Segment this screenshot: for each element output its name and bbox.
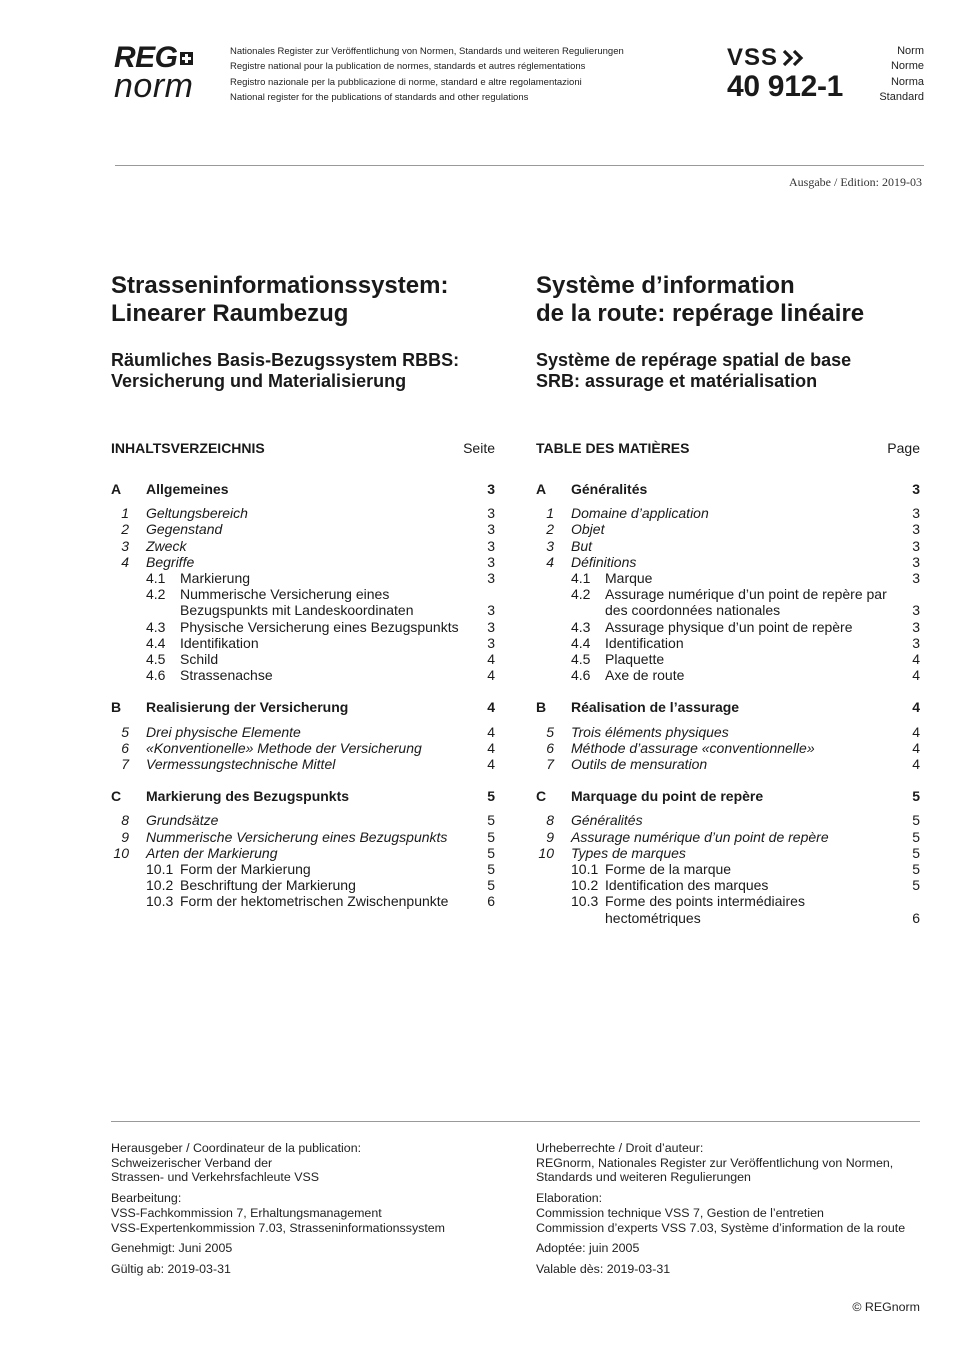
footer-credits-fr: [536, 1141, 936, 1283]
toc-entry-title: Drei physische Elemente: [146, 723, 301, 740]
section-spacer: [536, 497, 920, 505]
toc-page-number: 3: [912, 481, 920, 497]
kind-label-de: Norm: [897, 45, 924, 57]
toc-page-label-fr: Page: [887, 440, 920, 456]
toc-subsection-row: [111, 651, 495, 667]
toc-entry-title: Strassenachse: [180, 667, 273, 684]
toc-page-number: 4: [487, 723, 495, 740]
toc-entry-number: 4.3: [146, 618, 166, 635]
footer-block: [536, 1141, 936, 1185]
toc-entry-number: 10.3: [571, 893, 599, 910]
toc-entry-title: Arten der Markierung: [146, 844, 278, 861]
toc-entry-title: Nummerische Versicherung eines Bezugspunkts: [146, 828, 448, 845]
logo-norm-text: norm: [114, 67, 194, 105]
toc-entry-number: 4.1: [571, 570, 591, 587]
toc-page-number: 4: [487, 756, 495, 773]
register-description: [230, 44, 624, 105]
toc-section-letter: B: [536, 699, 547, 716]
footer-line: Schweizerischer Verband der: [111, 1155, 273, 1170]
toc-chapter-row: [536, 740, 920, 756]
toc-page-number: 5: [487, 788, 495, 805]
vss-arrow-icon: [781, 47, 807, 69]
toc-page-number: 3: [487, 634, 495, 651]
footer-line: Bearbeitung:: [111, 1191, 182, 1206]
toc-page-number: 5: [487, 844, 495, 861]
toc-entry-number: 4.2: [571, 586, 591, 603]
toc-chapter-row: [536, 505, 920, 521]
toc-page-number: 4: [912, 651, 920, 668]
toc-page-number: 3: [487, 553, 495, 570]
toc-subsection-row: [111, 570, 495, 586]
toc-page-number: 5: [912, 788, 920, 805]
toc-page-number: 5: [912, 861, 920, 878]
toc-entry-title: Begriffe: [146, 553, 195, 570]
toc-entry-number: 10.1: [146, 861, 174, 878]
toc-entry-title: Trois éléments physiques: [571, 723, 729, 740]
vss-logo-text: VSS: [727, 44, 779, 71]
toc-page-number: 3: [487, 481, 495, 497]
toc-subsection-row: [111, 635, 495, 651]
edition-date: Ausgabe / Edition: 2019-03: [789, 175, 922, 189]
toc-header-de: [111, 440, 495, 456]
toc-page-label-de: Seite: [463, 440, 495, 456]
toc-page-number: 3: [912, 570, 920, 587]
toc-section-title: Realisierung der Versicherung: [146, 699, 349, 716]
section-spacer: [111, 683, 495, 699]
toc-entry-number: 10.2: [571, 877, 599, 894]
toc-subsection-row: [536, 619, 920, 635]
toc-entry-title: Marque: [605, 570, 653, 587]
toc-page-number: 3: [487, 521, 495, 538]
footer-block: [111, 1191, 511, 1235]
toc-header-fr: [536, 440, 920, 456]
kind-label-en: Standard: [879, 90, 924, 103]
toc-entry-title: Définitions: [571, 553, 637, 570]
toc-entry-number: 6: [546, 739, 554, 756]
toc-page-number: 5: [912, 828, 920, 845]
section-spacer: [111, 804, 495, 812]
toc-entry-title: Outils de mensuration: [571, 756, 708, 773]
toc-entry-title: Assurage numérique d’un point de repère: [571, 828, 829, 845]
toc-entry-number: 8: [546, 812, 554, 829]
toc-chapter-row: [111, 505, 495, 521]
toc-entry-number: 10.2: [146, 877, 174, 894]
toc-entry-title: Identification des marques: [605, 877, 769, 894]
toc-entry-title: Vermessungstechnische Mittel: [146, 756, 336, 773]
toc-entry-number: 10.1: [571, 861, 599, 878]
toc-entry-title: Markierung: [180, 570, 251, 587]
footer-line: Adoptée: juin 2005: [536, 1241, 640, 1256]
toc-page-number: 4: [912, 699, 920, 716]
footer-block: [536, 1262, 936, 1277]
toc-entry-title: Domaine d’application: [571, 505, 709, 522]
toc-entry-number: 2: [121, 521, 129, 538]
toc-section-title: Réalisation de l’assurage: [571, 699, 740, 716]
toc-page-number: 3: [487, 602, 495, 619]
toc-page-number: 5: [487, 877, 495, 894]
toc-entry-number: 4.4: [146, 634, 166, 651]
toc-page-number: 4: [487, 739, 495, 756]
toc-chapter-row: [536, 554, 920, 570]
toc-chapter-row: [111, 521, 495, 537]
toc-entry-number: 4.5: [571, 651, 591, 668]
toc-entry-number: 4: [546, 553, 554, 570]
toc-section-title: Marquage du point de repère: [571, 788, 764, 805]
toc-entry-title: Beschriftung der Markierung: [180, 877, 356, 894]
toc-entry-title: Schild: [180, 651, 219, 668]
toc-entry-title: Identification: [605, 634, 684, 651]
footer-block: [536, 1241, 936, 1256]
footer-block: [536, 1191, 936, 1235]
toc-entry-title: Geltungsbereich: [146, 505, 248, 522]
footer-line: VSS-Fachkommission 7, Erhaltungsmanagement: [111, 1205, 382, 1220]
toc-entry-number: 6: [121, 739, 129, 756]
swiss-cross-icon: [180, 52, 193, 65]
title-fr: Système d’information de la route: repérage linéaire: [536, 272, 865, 327]
toc-subsection-row: [536, 861, 920, 877]
vss-standard-id: [727, 45, 843, 103]
toc-chapter-row: [111, 845, 495, 861]
toc-subsection-row: [111, 877, 495, 893]
toc-entry-title: But: [571, 537, 593, 554]
toc-section-title: Markierung des Bezugspunkts: [146, 788, 350, 805]
footer-line: Strassen- und Verkehrsfachleute VSS: [111, 1170, 320, 1185]
toc-section-letter: A: [536, 481, 547, 497]
toc-subsection-row: [111, 861, 495, 877]
toc-subsection-row: [111, 667, 495, 683]
regnorm-logo: [114, 41, 214, 105]
toc-entry-number: 7: [546, 756, 554, 773]
toc-page-number: 5: [912, 812, 920, 829]
toc-subsection-row: [536, 667, 920, 683]
toc-subsection-row: [536, 893, 920, 925]
toc-section-row: [111, 788, 495, 804]
section-spacer: [536, 683, 920, 699]
toc-entry-number: 7: [121, 756, 129, 773]
toc-entry-number: 4.1: [146, 570, 166, 587]
toc-page-number: 3: [912, 602, 920, 619]
footer-line: Elaboration:: [536, 1191, 603, 1206]
toc-chapter-row: [111, 756, 495, 772]
standard-number: 40 912-1: [727, 70, 844, 103]
toc-chapter-row: [536, 756, 920, 772]
toc-chapter-row: [536, 845, 920, 861]
toc-chapter-row: [111, 829, 495, 845]
kind-label-it: Norma: [890, 75, 924, 88]
title-de: Strasseninformationssystem: Linearer Raumbezug: [111, 272, 449, 327]
toc-page-number: 4: [487, 651, 495, 668]
register-line-de: Nationales Register zur Veröffentlichung von Normen, Standards und weiteren Regulierungen: [230, 46, 624, 57]
toc-page-number: 3: [912, 634, 920, 651]
toc-entry-number: 10.3: [146, 893, 174, 910]
footer-line: Standards und weiteren Regulierungen: [536, 1170, 751, 1185]
toc-entry-number: 9: [121, 828, 129, 845]
toc-section-row: [536, 788, 920, 804]
footer-line: Commission d’experts VSS 7.03, Système d’information de la route: [536, 1220, 906, 1235]
footer-line: Genehmigt: Juni 2005: [111, 1241, 233, 1256]
toc-section-title: Généralités: [571, 481, 648, 497]
toc-chapter-row: [536, 829, 920, 845]
toc-entry-number: 4.2: [146, 586, 166, 603]
toc-entry-number: 4.6: [571, 667, 591, 684]
toc-entry-number: 4: [121, 553, 129, 570]
toc-entry-number: 10: [113, 844, 129, 861]
toc-entry-title: Physische Versicherung eines Bezugspunkts: [180, 618, 459, 635]
toc-page-number: 3: [912, 553, 920, 570]
toc-section-letter: B: [111, 699, 122, 716]
toc-chapter-row: [111, 812, 495, 828]
toc-entry-title: Identifikation: [180, 634, 259, 651]
subtitle-de: Räumliches Basis-Bezugssystem RBBS: Versicherung und Materialisierung: [111, 350, 460, 391]
toc-page-number: 4: [912, 667, 920, 684]
register-line-fr: Registre national pour la publication de normes, standards et autres réglementations: [230, 61, 586, 73]
section-spacer: [111, 497, 495, 505]
toc-entry-title: Form der Markierung: [180, 861, 311, 878]
table-of-contents-fr: [536, 481, 920, 926]
section-spacer: [536, 772, 920, 788]
toc-entry-number: 5: [121, 723, 129, 740]
toc-page-number: 5: [912, 877, 920, 894]
toc-section-letter: A: [111, 481, 122, 497]
toc-page-number: 3: [487, 570, 495, 587]
toc-entry-number: 4.3: [571, 618, 591, 635]
footer-block: [111, 1141, 511, 1185]
header-divider: [115, 165, 924, 166]
footer-credits-de: [111, 1141, 511, 1283]
section-spacer: [111, 716, 495, 724]
toc-page-number: 4: [487, 667, 495, 684]
toc-page-number: 6: [912, 909, 920, 926]
footer-block: [111, 1262, 511, 1277]
toc-page-number: 5: [487, 828, 495, 845]
toc-subsection-row: [111, 586, 495, 618]
toc-page-number: 5: [487, 812, 495, 829]
toc-page-number: 4: [912, 756, 920, 773]
toc-page-number: 3: [487, 537, 495, 554]
toc-title-de: INHALTSVERZEICHNIS: [111, 440, 265, 456]
table-of-contents-de: [111, 481, 495, 910]
footer-line: Urheberrechte / Droit d’auteur:: [536, 1141, 704, 1155]
toc-entry-title: Types de marques: [571, 844, 686, 861]
toc-subsection-row: [111, 619, 495, 635]
section-spacer: [536, 716, 920, 724]
toc-entry-number: 1: [546, 505, 554, 522]
toc-chapter-row: [536, 521, 920, 537]
toc-chapter-row: [111, 538, 495, 554]
toc-section-letter: C: [111, 788, 122, 805]
logo-reg-text: REG: [114, 41, 178, 74]
toc-entry-number: 1: [121, 505, 129, 522]
footer-line: Commission technique VSS 7, Gestion de l’entretien: [536, 1205, 824, 1220]
register-line-it: Registro nazionale per la pubblicazione di norme, standard e altre regolamentazioni: [230, 76, 582, 88]
toc-entry-number: 5: [546, 723, 554, 740]
footer-line: Gültig ab: 2019-03-31: [111, 1261, 231, 1276]
toc-entry-number: 9: [546, 828, 554, 845]
toc-entry-title: Forme de la marque: [605, 861, 732, 878]
toc-chapter-row: [536, 538, 920, 554]
toc-chapter-row: [111, 724, 495, 740]
toc-page-number: 5: [912, 844, 920, 861]
footer-divider: [111, 1121, 920, 1122]
toc-entry-number: 3: [546, 537, 554, 554]
toc-section-row: [536, 481, 920, 497]
toc-page-number: 3: [487, 505, 495, 522]
toc-subsection-row: [536, 586, 920, 618]
copyright-notice: © REGnorm: [852, 1300, 920, 1314]
toc-page-number: 4: [487, 699, 495, 716]
toc-subsection-row: [536, 635, 920, 651]
toc-entry-title: Assurage numérique d’un point de repère par des coordonnées nationales: [605, 586, 887, 619]
toc-page-number: 3: [487, 618, 495, 635]
toc-section-title: Allgemeines: [146, 481, 229, 497]
toc-entry-number: 3: [121, 537, 129, 554]
toc-page-number: 4: [912, 739, 920, 756]
register-line-en: National register for the publications of standards and other regulations: [230, 91, 529, 103]
footer-line: REGnorm, Nationales Register zur Veröffentlichung von Normen,: [536, 1155, 894, 1170]
toc-page-number: 4: [912, 723, 920, 740]
toc-entry-number: 4.6: [146, 667, 166, 684]
toc-page-number: 3: [912, 537, 920, 554]
footer-block: [111, 1241, 511, 1256]
document-kind-labels: [879, 44, 924, 105]
toc-entry-number: 10: [538, 844, 554, 861]
section-spacer: [111, 772, 495, 788]
toc-section-row: [111, 699, 495, 715]
toc-entry-title: Axe de route: [605, 667, 685, 684]
toc-chapter-row: [536, 812, 920, 828]
toc-section-row: [536, 699, 920, 715]
footer-line: Valable dès: 2019-03-31: [536, 1261, 671, 1276]
toc-entry-number: 2: [546, 521, 554, 538]
toc-entry-title: Objet: [571, 521, 605, 538]
footer-line: VSS-Expertenkommission 7.03, Strasseninformationssystem: [111, 1220, 445, 1235]
toc-entry-title: Méthode d’assurage «conventionnelle»: [571, 739, 815, 756]
toc-section-row: [111, 481, 495, 497]
toc-entry-title: Grundsätze: [146, 812, 219, 829]
toc-entry-title: Généralités: [571, 812, 643, 829]
subtitle-fr: Système de repérage spatial de base SRB: assurage et matérialisation: [536, 350, 852, 391]
toc-page-number: 5: [487, 861, 495, 878]
toc-chapter-row: [536, 724, 920, 740]
toc-entry-title: Plaquette: [605, 651, 665, 668]
toc-entry-number: 4.5: [146, 651, 166, 668]
toc-subsection-row: [536, 570, 920, 586]
toc-chapter-row: [111, 740, 495, 756]
toc-page-number: 3: [912, 505, 920, 522]
toc-entry-title: «Konventionelle» Methode der Versicherung: [146, 739, 422, 756]
toc-entry-title: Form der hektometrischen Zwischenpunkte: [180, 893, 449, 910]
toc-subsection-row: [536, 877, 920, 893]
toc-page-number: 3: [912, 618, 920, 635]
toc-page-number: 6: [487, 893, 495, 910]
kind-label-fr: Norme: [890, 60, 924, 73]
toc-subsection-row: [111, 893, 495, 909]
section-spacer: [536, 804, 920, 812]
toc-entry-title: Gegenstand: [146, 521, 223, 538]
toc-entry-number: 8: [121, 812, 129, 829]
toc-entry-number: 4.4: [571, 634, 591, 651]
toc-subsection-row: [536, 651, 920, 667]
toc-title-fr: TABLE DES MATIÈRES: [536, 440, 690, 456]
toc-entry-title: Nummerische Versicherung eines Bezugspunkts mit Landeskoordinaten: [180, 586, 414, 619]
toc-entry-title: Forme des points intermédiaires hectométriques: [605, 893, 805, 926]
toc-entry-title: Assurage physique d’un point de repère: [605, 618, 853, 635]
toc-entry-title: Zweck: [146, 537, 187, 554]
footer-line: Herausgeber / Coordinateur de la publication:: [111, 1141, 362, 1155]
toc-section-letter: C: [536, 788, 547, 805]
toc-page-number: 3: [912, 521, 920, 538]
toc-chapter-row: [111, 554, 495, 570]
